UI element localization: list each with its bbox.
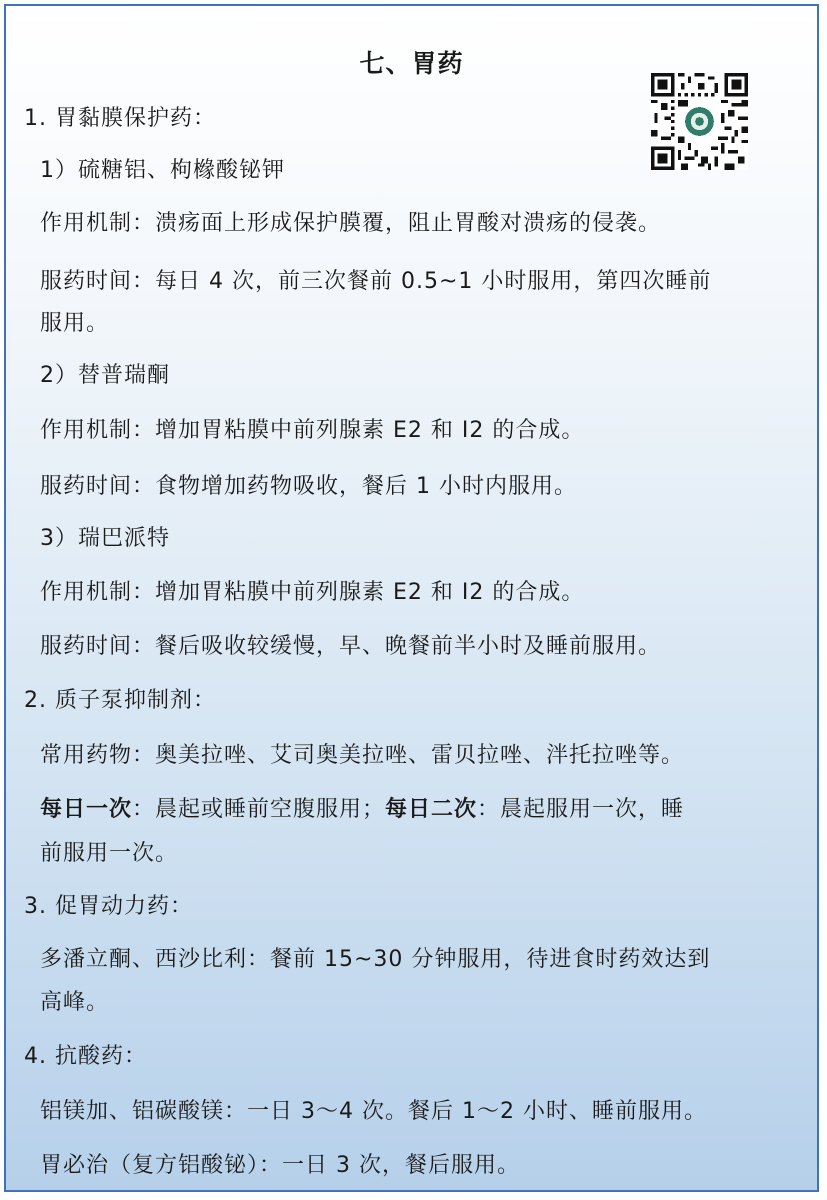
drug-name-rebamipide: 3）瑞巴派特 [40,526,170,551]
section-heading-ppi: 2. 质子泵抑制剂： [24,688,216,713]
prokinetics-text-cont: 高峰。 [40,990,110,1015]
dosing-frequency-text [40,795,684,825]
once-daily-label: 每日一次 [40,797,133,822]
section-heading-antacids: 4. 抗酸药： [24,1044,147,1069]
drug-name-teprenone: 2）替普瑞酮 [40,363,170,388]
drug-name-sucralfate: 1）硫糖铝、枸橼酸铋钾 [40,158,285,183]
qr-code-icon [651,73,748,170]
section-heading-gastric-mucosa-protectors: 1. 胃黏膜保护药： [24,106,216,131]
medicine-card [4,4,819,1192]
antacid-text: 铝镁加、铝碳酸镁：一日 3～4 次。餐后 1～2 小时、睡前服用。 [40,1099,707,1124]
dosing-frequency-text-cont: 前服用一次。 [40,841,179,866]
dosing-time-text-cont: 服用。 [40,311,110,336]
once-daily-text: ：晨起或睡前空腹服用； [132,797,386,822]
prokinetics-text: 多潘立酮、西沙比利：餐前 15~30 分钟服用，待进食时药效达到 [40,947,711,972]
mechanism-text: 作用机制：增加胃粘膜中前列腺素 E2 和 I2 的合成。 [40,580,585,605]
section-heading-prokinetics: 3. 促胃动力药： [24,894,193,919]
twice-daily-label: 每日二次 [385,797,478,822]
dosing-time-text: 服药时间：每日 4 次，前三次餐前 0.5~1 小时服用，第四次睡前 [40,269,712,294]
common-drugs-text: 常用药物：奥美拉唑、艾司奥美拉唑、雷贝拉唑、泮托拉唑等。 [40,743,685,768]
mechanism-text: 作用机制：增加胃粘膜中前列腺素 E2 和 I2 的合成。 [40,418,585,443]
dosing-time-text: 服药时间：食物增加药物吸收，餐后 1 小时内服用。 [40,474,577,499]
antacid-text-2: 胃必治（复方铝酸铋）：一日 3 次，餐后服用。 [40,1153,520,1178]
mechanism-text: 作用机制：溃疡面上形成保护膜覆，阻止胃酸对溃疡的侵袭。 [40,211,662,236]
dosing-time-text: 服药时间：餐后吸收较缓慢，早、晚餐前半小时及睡前服用。 [40,634,662,659]
page-title: 七、胃药 [359,49,464,78]
twice-daily-text: ：晨起服用一次，睡 [477,797,685,822]
